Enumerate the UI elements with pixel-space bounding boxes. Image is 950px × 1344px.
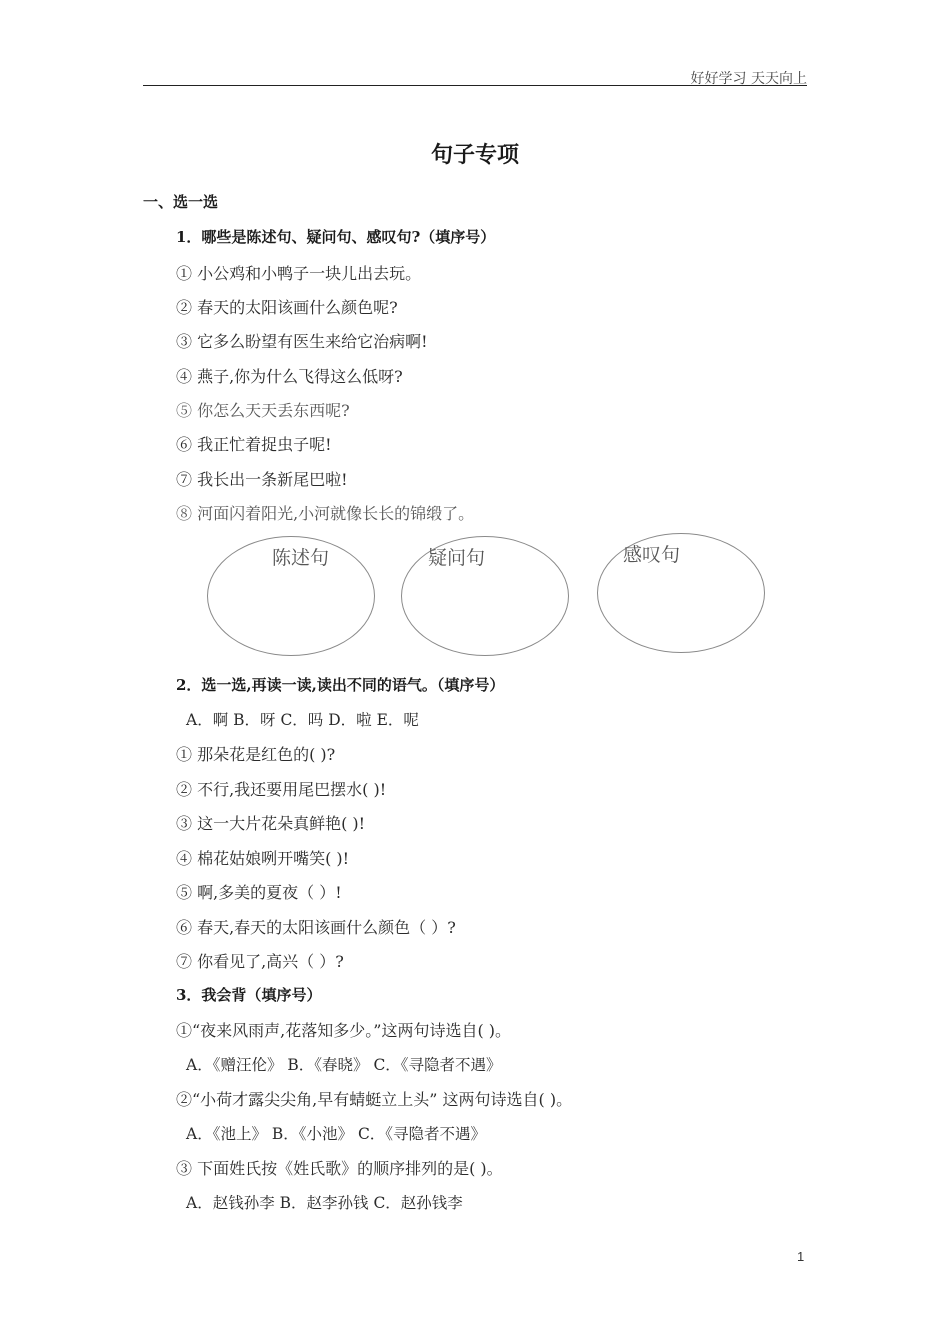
question-1-title: 1．哪些是陈述句、疑问句、感叹句?（填序号）: [176, 228, 496, 246]
q2-item-6: ⑥ 春天,春天的太阳该画什么颜色（ ）?: [176, 918, 456, 937]
ellipse-label-interrogative: 疑问句: [428, 547, 486, 569]
q1-sentence-5: ⑤ 你怎么天天丢东西呢?: [176, 401, 350, 420]
q1-sentence-7: ⑦ 我长出一条新尾巴啦!: [176, 470, 348, 489]
q2-item-1: ① 那朵花是红色的( )?: [176, 745, 336, 764]
page-title: 句子专项: [430, 142, 519, 168]
q2-options: A．啊 B．呀 C．吗 D．啦 E．呢: [186, 711, 419, 729]
ellipse-label-declarative: 陈述句: [272, 547, 330, 569]
q2-item-3: ③ 这一大片花朵真鲜艳( )!: [176, 814, 366, 833]
section-heading: 一、选一选: [143, 193, 219, 211]
q2-item-4: ④ 棉花姑娘咧开嘴笑( )!: [176, 849, 350, 868]
q1-sentence-3: ③ 它多么盼望有医生来给它治病啊!: [176, 332, 428, 351]
q3-item-3: ③ 下面姓氏按《姓氏歌》的顺序排列的是( )。: [176, 1159, 503, 1178]
q2-item-5: ⑤ 啊,多美的夏夜（ ）!: [176, 883, 342, 902]
q1-sentence-2: ② 春天的太阳该画什么颜色呢?: [176, 298, 398, 317]
page-number: 1: [797, 1249, 805, 1264]
q1-sentence-4: ④ 燕子,你为什么飞得这么低呀?: [176, 367, 403, 386]
question-2-title: 2．选一选,再读一读,读出不同的语气。（填序号）: [176, 676, 505, 694]
q3-item-2: ②“小荷才露尖尖角,早有蜻蜓立上头” 这两句诗选自( )。: [176, 1090, 573, 1109]
question-3-title: 3．我会背（填序号）: [176, 986, 322, 1004]
header-rule: [143, 85, 807, 86]
q3-item-2-options: A．《池上》 B．《小池》 C．《寻隐者不遇》: [186, 1125, 487, 1143]
q3-item-1-options: A．《赠汪伦》 B．《春晓》 C．《寻隐者不遇》: [186, 1056, 502, 1074]
q3-item-3-options: A．赵钱孙李 B．赵李孙钱 C．赵孙钱李: [186, 1194, 463, 1212]
q3-item-1: ①“夜来风雨声,花落知多少。”这两句诗选自( )。: [176, 1021, 512, 1040]
q1-sentence-1: ① 小公鸡和小鸭子一块儿出去玩。: [176, 264, 422, 283]
q1-sentence-6: ⑥ 我正忙着捉虫子呢!: [176, 435, 332, 454]
q2-item-2: ② 不行,我还要用尾巴摆水( )!: [176, 780, 387, 799]
q1-sentence-8: ⑧ 河面闪着阳光,小河就像长长的锦缎了。: [176, 504, 475, 523]
ellipse-label-exclamatory: 感叹句: [623, 544, 681, 566]
header-motto: 好好学习 天天向上: [690, 71, 807, 87]
q2-item-7: ⑦ 你看见了,高兴（ ）?: [176, 952, 344, 971]
